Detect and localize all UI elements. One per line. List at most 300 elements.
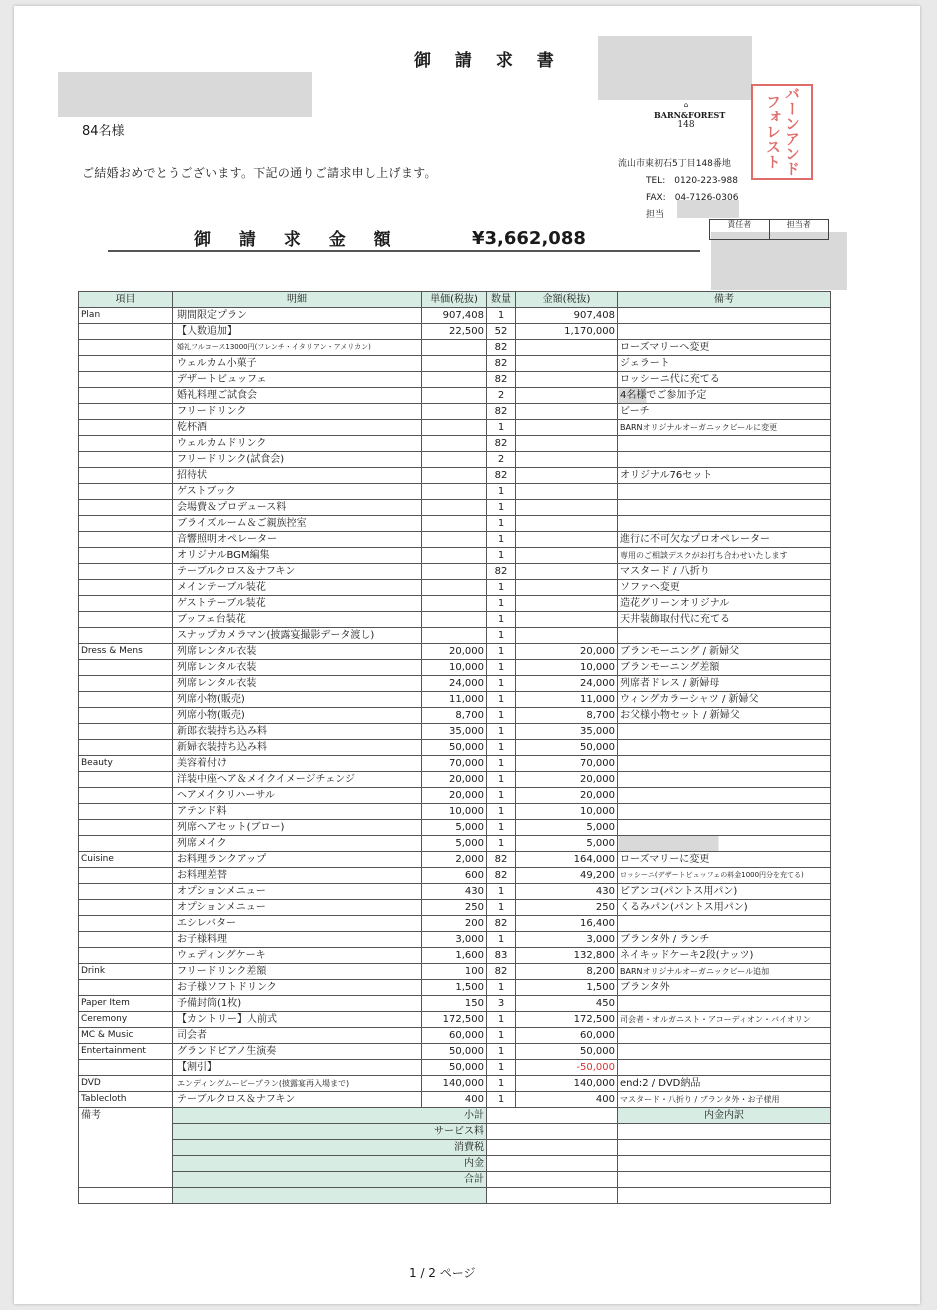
table-row	[79, 852, 831, 868]
row-category: Cuisine	[79, 852, 173, 868]
table-row	[79, 580, 831, 596]
row-remarks: オリジナル76セット	[618, 468, 831, 484]
row-description: ブッフェ台装花	[173, 612, 422, 628]
table-row	[79, 356, 831, 372]
row-category	[79, 708, 173, 724]
row-category	[79, 340, 173, 356]
row-unit-price: 907,408	[422, 308, 487, 324]
row-quantity: 1	[487, 724, 516, 740]
row-description: 列席小物(販売)	[173, 692, 422, 708]
row-amount: 10,000	[516, 660, 618, 676]
row-unit-price: 5,000	[422, 836, 487, 852]
table-row	[79, 340, 831, 356]
row-quantity: 3	[487, 996, 516, 1012]
row-remarks	[618, 308, 831, 324]
table-row	[79, 836, 831, 852]
row-amount	[516, 356, 618, 372]
row-unit-price: 50,000	[422, 740, 487, 756]
redacted-block	[598, 36, 752, 100]
row-remarks	[618, 820, 831, 836]
row-quantity: 1	[487, 884, 516, 900]
row-unit-price: 50,000	[422, 1044, 487, 1060]
table-row	[79, 1028, 831, 1044]
row-unit-price: 50,000	[422, 1060, 487, 1076]
row-unit-price	[422, 356, 487, 372]
table-row	[79, 948, 831, 964]
row-quantity: 1	[487, 676, 516, 692]
row-description: 洋装中座ヘア＆メイクイメージチェンジ	[173, 772, 422, 788]
row-amount: 16,400	[516, 916, 618, 932]
row-remarks: ブランモーニング差額	[618, 660, 831, 676]
row-description: 招待状	[173, 468, 422, 484]
row-quantity: 1	[487, 740, 516, 756]
row-description: 列席小物(販売)	[173, 708, 422, 724]
row-category	[79, 420, 173, 436]
company-address: 流山市東初石5丁目148番地	[618, 159, 731, 169]
row-remarks	[618, 916, 831, 932]
row-quantity: 83	[487, 948, 516, 964]
row-quantity: 82	[487, 372, 516, 388]
row-amount: 11,000	[516, 692, 618, 708]
row-quantity: 1	[487, 1060, 516, 1076]
row-amount: 5,000	[516, 836, 618, 852]
row-description: 会場費＆プロデュース料	[173, 500, 422, 516]
table-row	[79, 420, 831, 436]
summary-value	[487, 1140, 618, 1156]
row-category	[79, 900, 173, 916]
redacted-name	[58, 72, 312, 117]
header-unit-price: 単価(税抜)	[422, 292, 487, 308]
stamp-label-staff: 担当者	[786, 220, 811, 229]
row-description: お子様ソフトドリンク	[173, 980, 422, 996]
row-remarks	[618, 996, 831, 1012]
row-remarks	[618, 724, 831, 740]
row-unit-price: 10,000	[422, 660, 487, 676]
stamp-label-manager: 責任者	[710, 220, 770, 239]
row-amount	[516, 340, 618, 356]
row-description: オリジナルBGM編集	[173, 548, 422, 564]
header-amount: 金額(税抜)	[516, 292, 618, 308]
summary-row	[79, 1156, 831, 1172]
row-description: ゲストブック	[173, 484, 422, 500]
table-row	[79, 676, 831, 692]
table-row	[79, 932, 831, 948]
row-amount: 1,170,000	[516, 324, 618, 340]
row-category	[79, 692, 173, 708]
row-quantity: 2	[487, 388, 516, 404]
row-unit-price: 172,500	[422, 1012, 487, 1028]
row-category	[79, 980, 173, 996]
row-unit-price: 5,000	[422, 820, 487, 836]
row-quantity: 1	[487, 1012, 516, 1028]
row-quantity: 82	[487, 404, 516, 420]
row-amount	[516, 420, 618, 436]
row-description: エシレバター	[173, 916, 422, 932]
row-quantity: 1	[487, 836, 516, 852]
row-amount	[516, 404, 618, 420]
row-amount: 8,700	[516, 708, 618, 724]
staff-label: 担当	[646, 210, 665, 220]
row-amount: 50,000	[516, 740, 618, 756]
total-amount: ¥3,662,088	[472, 228, 586, 249]
summary-spacer-row	[79, 1188, 831, 1204]
row-remarks: ロッシーニ(デザートビュッフェの料金1000円分を充てる)	[618, 868, 831, 884]
row-remarks: ピアンコ(パントス用パン)	[618, 884, 831, 900]
row-unit-price	[422, 612, 487, 628]
table-row	[79, 372, 831, 388]
row-category	[79, 372, 173, 388]
table-row	[79, 324, 831, 340]
row-remarks: ウィングカラーシャツ / 新婦父	[618, 692, 831, 708]
deposit-cell	[618, 1156, 831, 1172]
row-category	[79, 500, 173, 516]
row-quantity: 82	[487, 564, 516, 580]
table-row	[79, 740, 831, 756]
table-header-row	[79, 292, 831, 308]
row-description: 列席レンタル衣装	[173, 644, 422, 660]
row-unit-price: 2,000	[422, 852, 487, 868]
row-category	[79, 820, 173, 836]
row-amount: 49,200	[516, 868, 618, 884]
row-quantity: 1	[487, 772, 516, 788]
row-remarks: 進行に不可欠なプロオペレーター	[618, 532, 831, 548]
row-quantity: 1	[487, 708, 516, 724]
row-amount: 3,000	[516, 932, 618, 948]
row-quantity: 82	[487, 340, 516, 356]
row-description: お料理差替	[173, 868, 422, 884]
row-unit-price: 1,500	[422, 980, 487, 996]
summary-row	[79, 1124, 831, 1140]
row-amount: 20,000	[516, 788, 618, 804]
row-remarks	[618, 436, 831, 452]
row-amount: 132,800	[516, 948, 618, 964]
logo-name: BARN&FOREST	[654, 110, 726, 120]
row-category	[79, 436, 173, 452]
row-category: Drink	[79, 964, 173, 980]
row-category	[79, 388, 173, 404]
row-category	[79, 884, 173, 900]
table-row	[79, 468, 831, 484]
table-row	[79, 564, 831, 580]
row-amount	[516, 484, 618, 500]
company-logo	[654, 100, 726, 138]
total-label: 御 請 求 金 額	[194, 230, 402, 250]
row-amount: 430	[516, 884, 618, 900]
row-unit-price	[422, 484, 487, 500]
addressee: 84名様	[82, 124, 125, 139]
row-unit-price: 35,000	[422, 724, 487, 740]
header-remarks: 備考	[618, 292, 831, 308]
summary-label: 合計	[173, 1172, 487, 1188]
row-quantity: 1	[487, 532, 516, 548]
row-quantity: 1	[487, 420, 516, 436]
row-description: ウェディングケーキ	[173, 948, 422, 964]
row-remarks	[618, 788, 831, 804]
row-amount	[516, 628, 618, 644]
row-unit-price: 20,000	[422, 772, 487, 788]
row-remarks	[618, 500, 831, 516]
row-unit-price: 100	[422, 964, 487, 980]
row-remarks: 専用のご相談デスクがお打ち合わせいたします	[618, 548, 831, 564]
row-remarks: マスタード / 八折り	[618, 564, 831, 580]
table-row	[79, 964, 831, 980]
table-row	[79, 516, 831, 532]
table-row	[79, 804, 831, 820]
row-remarks: ソファへ変更	[618, 580, 831, 596]
row-unit-price: 20,000	[422, 788, 487, 804]
table-row	[79, 1092, 831, 1108]
row-unit-price: 430	[422, 884, 487, 900]
row-description: グランドピアノ生演奏	[173, 1044, 422, 1060]
row-remarks: 造花グリーンオリジナル	[618, 596, 831, 612]
row-description: 列席メイク	[173, 836, 422, 852]
row-remarks	[618, 740, 831, 756]
row-unit-price	[422, 516, 487, 532]
row-description: フリードリンク(試食会)	[173, 452, 422, 468]
deposit-cell	[618, 1172, 831, 1188]
row-unit-price: 60,000	[422, 1028, 487, 1044]
row-unit-price	[422, 564, 487, 580]
row-description: ヘアメイクリハーサル	[173, 788, 422, 804]
row-remarks	[618, 836, 831, 852]
row-quantity: 1	[487, 1028, 516, 1044]
table-row	[79, 900, 831, 916]
table-row	[79, 308, 831, 324]
row-category	[79, 788, 173, 804]
table-row	[79, 532, 831, 548]
row-remarks: お父様小物セット / 新婦父	[618, 708, 831, 724]
total-underline	[108, 250, 700, 252]
table-row	[79, 692, 831, 708]
deposit-cell	[618, 1140, 831, 1156]
row-unit-price	[422, 372, 487, 388]
row-description: 司会者	[173, 1028, 422, 1044]
row-description: デザートビュッフェ	[173, 372, 422, 388]
row-category	[79, 564, 173, 580]
row-quantity: 1	[487, 788, 516, 804]
table-row	[79, 612, 831, 628]
row-description: 期間限定プラン	[173, 308, 422, 324]
summary-value	[487, 1172, 618, 1188]
seal-text: バーンアンドフォレスト	[764, 86, 801, 176]
table-row	[79, 1012, 831, 1028]
row-quantity: 1	[487, 820, 516, 836]
row-category	[79, 356, 173, 372]
row-amount: 5,000	[516, 820, 618, 836]
table-row	[79, 484, 831, 500]
row-description: 美容着付け	[173, 756, 422, 772]
row-category	[79, 452, 173, 468]
company-address-block	[618, 156, 738, 224]
header-quantity: 数量	[487, 292, 516, 308]
row-category	[79, 324, 173, 340]
row-remarks: BARNオリジナルオーガニックビール追加	[618, 964, 831, 980]
row-amount: 20,000	[516, 644, 618, 660]
row-unit-price: 140,000	[422, 1076, 487, 1092]
row-category	[79, 724, 173, 740]
row-category: Entertainment	[79, 1044, 173, 1060]
table-row	[79, 1076, 831, 1092]
row-unit-price: 250	[422, 900, 487, 916]
logo-number: 148	[677, 120, 695, 130]
row-category	[79, 916, 173, 932]
row-description: 予備封筒(1枚)	[173, 996, 422, 1012]
row-description: オプションメニュー	[173, 900, 422, 916]
table-row	[79, 788, 831, 804]
table-row	[79, 452, 831, 468]
row-remarks	[618, 324, 831, 340]
row-description: 【割引】	[173, 1060, 422, 1076]
row-category	[79, 1060, 173, 1076]
row-unit-price: 1,600	[422, 948, 487, 964]
row-amount	[516, 548, 618, 564]
row-quantity: 82	[487, 468, 516, 484]
row-remarks	[618, 628, 831, 644]
page-number: 1 / 2 ページ	[409, 1266, 476, 1280]
row-amount: 10,000	[516, 804, 618, 820]
row-description: 列席レンタル衣装	[173, 676, 422, 692]
row-quantity: 1	[487, 1076, 516, 1092]
row-quantity: 1	[487, 580, 516, 596]
row-unit-price	[422, 468, 487, 484]
row-category	[79, 404, 173, 420]
row-quantity: 1	[487, 692, 516, 708]
table-row	[79, 916, 831, 932]
row-category	[79, 804, 173, 820]
row-description: 婚礼料理ご試食会	[173, 388, 422, 404]
summary-label: サービス料	[173, 1124, 487, 1140]
row-unit-price	[422, 388, 487, 404]
row-quantity: 1	[487, 596, 516, 612]
row-remarks: ブランモーニング / 新婦父	[618, 644, 831, 660]
table-row	[79, 548, 831, 564]
row-remarks: ブランタ外	[618, 980, 831, 996]
row-amount: 35,000	[516, 724, 618, 740]
greeting-text: ご結婚おめでとうございます。下記の通りご請求申し上げます。	[82, 166, 437, 180]
row-description: 音響照明オペレーター	[173, 532, 422, 548]
row-quantity: 1	[487, 980, 516, 996]
table-row	[79, 772, 831, 788]
table-row	[79, 868, 831, 884]
row-category: Plan	[79, 308, 173, 324]
row-amount	[516, 580, 618, 596]
row-amount	[516, 452, 618, 468]
row-unit-price	[422, 340, 487, 356]
row-amount: 907,408	[516, 308, 618, 324]
invoice-page	[14, 6, 920, 1304]
row-category	[79, 948, 173, 964]
row-remarks: マスタード・八折り / ブランタ外・お子様用	[618, 1092, 831, 1108]
row-remarks: ローズマリーに変更	[618, 852, 831, 868]
row-category: MC & Music	[79, 1028, 173, 1044]
row-quantity: 82	[487, 964, 516, 980]
row-description: エンディングムービープラン(披露宴再入場まで)	[173, 1076, 422, 1092]
row-unit-price: 3,000	[422, 932, 487, 948]
row-category	[79, 932, 173, 948]
row-description: 新婦衣装持ち込み料	[173, 740, 422, 756]
row-category	[79, 628, 173, 644]
row-unit-price: 150	[422, 996, 487, 1012]
row-unit-price	[422, 404, 487, 420]
summary-label: 消費税	[173, 1140, 487, 1156]
row-remarks: end:2 / DVD納品	[618, 1076, 831, 1092]
row-remarks: 列席者ドレス / 新婦母	[618, 676, 831, 692]
logo-emblem-icon: ⌂	[683, 101, 689, 109]
row-remarks	[618, 1028, 831, 1044]
table-row	[79, 1044, 831, 1060]
row-amount: 400	[516, 1092, 618, 1108]
table-row	[79, 756, 831, 772]
row-unit-price	[422, 580, 487, 596]
summary-value	[487, 1124, 618, 1140]
row-remarks: BARNオリジナルオーガニックビールに変更	[618, 420, 831, 436]
row-description: お子様料理	[173, 932, 422, 948]
row-remarks: ビーチ	[618, 404, 831, 420]
summary-label: 内金	[173, 1156, 487, 1172]
row-description: 乾杯酒	[173, 420, 422, 436]
row-remarks: 4名様でご参加予定	[618, 388, 831, 404]
row-unit-price	[422, 532, 487, 548]
row-amount: 1,500	[516, 980, 618, 996]
row-quantity: 82	[487, 916, 516, 932]
row-remarks	[618, 804, 831, 820]
summary-row	[79, 1140, 831, 1156]
row-description: 【人数追加】	[173, 324, 422, 340]
row-category: Ceremony	[79, 1012, 173, 1028]
row-quantity: 1	[487, 628, 516, 644]
row-category	[79, 676, 173, 692]
row-remarks: 天井装飾取付代に充てる	[618, 612, 831, 628]
row-unit-price: 24,000	[422, 676, 487, 692]
row-quantity: 1	[487, 516, 516, 532]
row-description: テーブルクロス＆ナフキン	[173, 1092, 422, 1108]
row-amount: 140,000	[516, 1076, 618, 1092]
summary-row	[79, 1108, 831, 1124]
row-quantity: 52	[487, 324, 516, 340]
row-quantity: 1	[487, 484, 516, 500]
row-unit-price	[422, 628, 487, 644]
row-description: オプションメニュー	[173, 884, 422, 900]
row-unit-price: 20,000	[422, 644, 487, 660]
row-unit-price	[422, 452, 487, 468]
row-unit-price	[422, 548, 487, 564]
deposit-cell	[618, 1124, 831, 1140]
table-row	[79, 724, 831, 740]
row-remarks: ローズマリーへ変更	[618, 340, 831, 356]
row-quantity: 2	[487, 452, 516, 468]
row-unit-price: 11,000	[422, 692, 487, 708]
row-quantity: 1	[487, 644, 516, 660]
row-description: フリードリンク差額	[173, 964, 422, 980]
row-description: 列席レンタル衣装	[173, 660, 422, 676]
company-seal	[751, 84, 813, 180]
row-unit-price	[422, 500, 487, 516]
table-row	[79, 388, 831, 404]
row-amount: 70,000	[516, 756, 618, 772]
redacted-stamp	[711, 232, 847, 290]
summary-value	[487, 1156, 618, 1172]
row-unit-price: 10,000	[422, 804, 487, 820]
row-amount: 24,000	[516, 676, 618, 692]
table-row	[79, 708, 831, 724]
row-amount: 250	[516, 900, 618, 916]
row-description: ウェルカムドリンク	[173, 436, 422, 452]
table-row	[79, 500, 831, 516]
row-description: お料理ランクアップ	[173, 852, 422, 868]
row-category: Dress & Mens	[79, 644, 173, 660]
row-quantity: 1	[487, 932, 516, 948]
row-unit-price: 70,000	[422, 756, 487, 772]
